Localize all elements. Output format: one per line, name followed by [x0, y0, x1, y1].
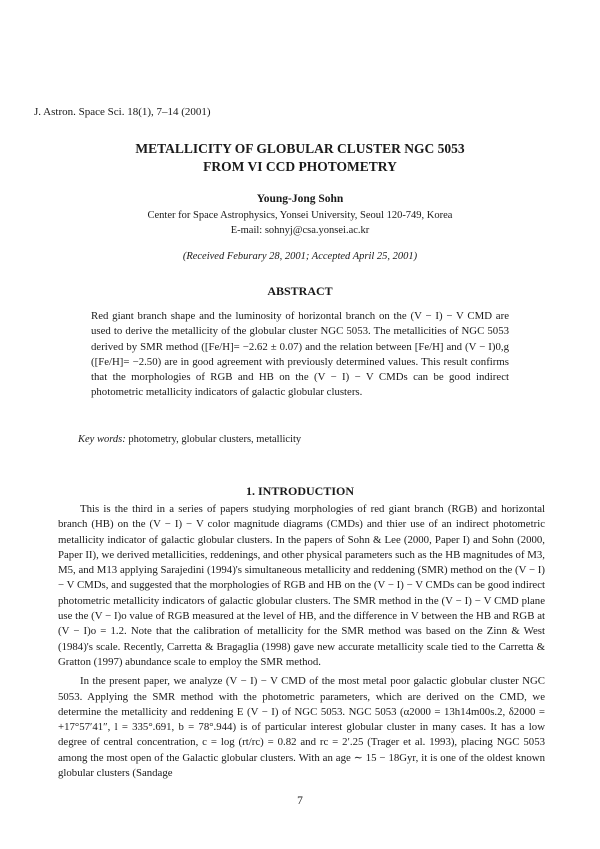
abstract-text: Red giant branch shape and the luminosity of horizontal branch on the (V − I) − V CMD are used to derive the metallicity of the globular cluster NGC 5053. The metallicities of NGC 5053 derived by SMR method ([Fe/H]= −2.62 ± 0.07) and the relation between [Fe/H] and (V − I)0,g ([Fe/H]= −2.50) are in good agreement with previously determined values. This result confirms that the morphologies of RGB and HB on the (V − I) − V CMDs can be good indirect photometric metallicity indicators of galactic globular clusters.: [91, 310, 509, 399]
introduction-body: [58, 502, 545, 785]
paragraph-1: This is the third in a series of papers studying morphologies of red giant branch (RGB) and horizontal branch (HB) on the (V − I) − V color magnitude diagrams (CMDs) and thier use of an indirect photometric metallicity indicator of galactic globular clusters. In the papers of Sohn & Lee (2000, Paper I) and Sohn (2000, Paper II), we derived metallicities, reddenings, and other physical parameters such as the HB magnitudes of M3, M5, and M13 applying Sarajedini (1994)'s simultaneous metallicity and reddening (SMR) method on the (V − I) − V CMDs, and suggested that the morphologies of RGB and HB on the (V − I) − V CMDs can be good indirect photometric metallicity indicators of galactic globular clusters. The SMR method in the (V − I) − V CMD plane use the (V − I)o value of RGB measured at the level of HB, and the difference in V between the HB and RGB at (V − I)o = 1.2. Note that the calibration of metallicity for the SMR method was based on the Zinn & West (1984)'s scale. Recently, Carretta & Bragaglia (1998) gave new accurate metallicity scale tied to the Carretta & Gratton (1997) abundance scale to employ the SMR method.: [58, 503, 545, 668]
keywords-text: photometry, globular clusters, metallicity: [128, 434, 302, 445]
author-name: Young-Jong Sohn: [256, 193, 344, 205]
author-email: E-mail: sohnyj@csa.yonsei.ac.kr: [230, 225, 370, 236]
paper-title-line2: FROM VI CCD PHOTOMETRY: [203, 159, 397, 174]
received-accepted-dates: (Received Feburary 28, 2001; Accepted April 25, 2001): [182, 251, 418, 262]
keywords: [78, 434, 301, 445]
journal-citation: J. Astron. Space Sci. 18(1), 7–14 (2001): [34, 106, 211, 118]
section-heading-introduction: 1. INTRODUCTION: [245, 484, 354, 498]
abstract-body: [91, 309, 509, 401]
keywords-label: Key words:: [78, 434, 126, 445]
paragraph-2: In the present paper, we analyze (V − I) − V CMD of the most metal poor galactic globular cluster NGC 5053. Applying the SMR method with the photometric parameters, which are derived on the CMD, we determine the metallicity and reddening E (V − I) of NGC 5053. NGC 5053 (α2000 = 13h14m00s.2, δ2000 = +17°57′41″, l = 335°.691, b = 78°.944) is of particular interest globular cluster in many cases. It has a low degree of central concentration, c = log (rt/rc) = 0.82 and rc = 2′.25 (Trager et al. 1993), placing NGC 5053 among the most open of the Galactic globular clusters. With an age ∼ 15 − 18Gyr, it is one of the oldest known globular clusters (Sandage: [58, 675, 545, 780]
page-number: 7: [297, 795, 303, 807]
paper-title-line1: METALLICITY OF GLOBULAR CLUSTER NGC 5053: [135, 141, 465, 156]
author-affiliation: Center for Space Astrophysics, Yonsei University, Seoul 120-749, Korea: [147, 210, 453, 221]
abstract-heading: ABSTRACT: [267, 284, 333, 298]
